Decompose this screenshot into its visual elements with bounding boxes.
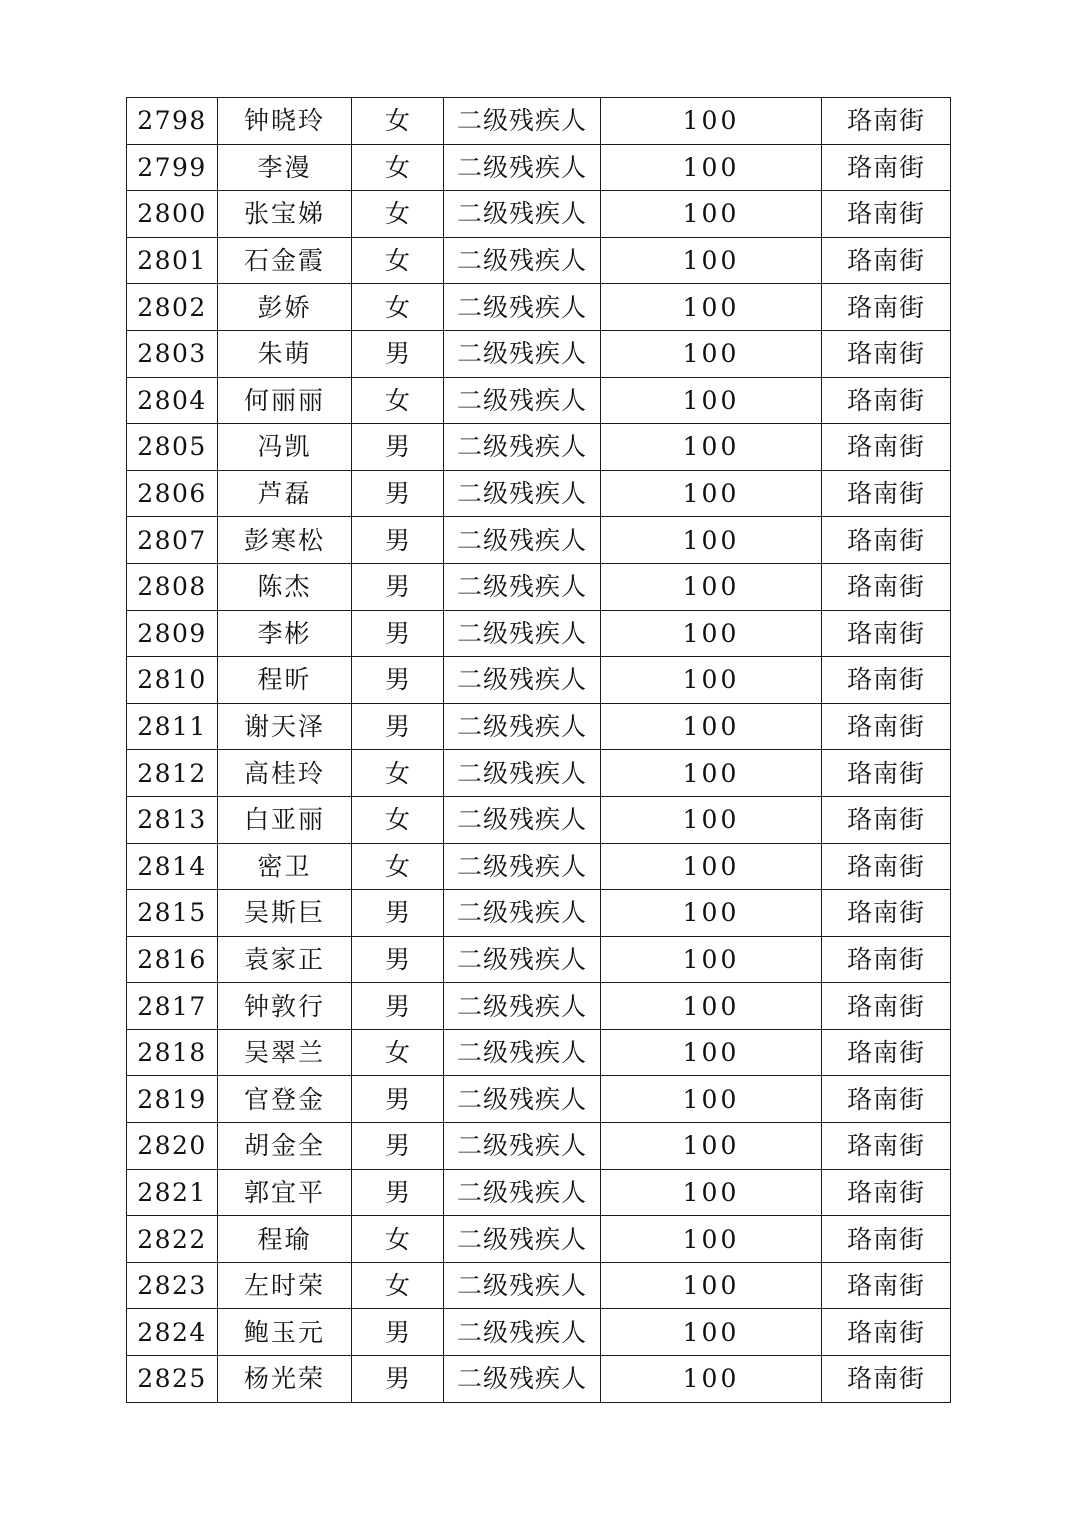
table-row: [127, 377, 951, 424]
cell-gender: 女: [352, 1029, 444, 1076]
cell-disability-level: 二级残疾人: [444, 1262, 601, 1309]
cell-street: 珞南街: [822, 377, 951, 424]
cell-gender: 男: [352, 936, 444, 983]
table-row: [127, 98, 951, 145]
table-row: [127, 237, 951, 284]
table-row: [127, 1216, 951, 1263]
cell-disability-level: 二级残疾人: [444, 470, 601, 517]
cell-street: 珞南街: [822, 98, 951, 145]
cell-gender: 女: [352, 237, 444, 284]
cell-person-name: 郭宜平: [218, 1169, 352, 1216]
table-row: [127, 284, 951, 331]
cell-gender: 男: [352, 1309, 444, 1356]
cell-person-name: 程瑜: [218, 1216, 352, 1263]
cell-disability-level: 二级残疾人: [444, 750, 601, 797]
cell-street: 珞南街: [822, 144, 951, 191]
cell-person-name: 白亚丽: [218, 796, 352, 843]
cell-disability-level: 二级残疾人: [444, 983, 601, 1030]
cell-gender: 女: [352, 1216, 444, 1263]
cell-street: 珞南街: [822, 517, 951, 564]
table-row: [127, 750, 951, 797]
cell-serial-number: 2810: [127, 657, 218, 704]
cell-serial-number: 2814: [127, 843, 218, 890]
cell-person-name: 何丽丽: [218, 377, 352, 424]
cell-disability-level: 二级残疾人: [444, 796, 601, 843]
cell-person-name: 密卫: [218, 843, 352, 890]
cell-disability-level: 二级残疾人: [444, 843, 601, 890]
cell-gender: 男: [352, 890, 444, 937]
table-row: [127, 517, 951, 564]
cell-person-name: 程昕: [218, 657, 352, 704]
cell-amount: 100: [601, 330, 822, 377]
cell-disability-level: 二级残疾人: [444, 610, 601, 657]
cell-person-name: 彭寒松: [218, 517, 352, 564]
cell-amount: 100: [601, 144, 822, 191]
cell-serial-number: 2815: [127, 890, 218, 937]
cell-gender: 男: [352, 330, 444, 377]
cell-street: 珞南街: [822, 1262, 951, 1309]
cell-person-name: 李彬: [218, 610, 352, 657]
cell-street: 珞南街: [822, 1169, 951, 1216]
cell-street: 珞南街: [822, 1356, 951, 1403]
cell-amount: 100: [601, 1076, 822, 1123]
cell-street: 珞南街: [822, 424, 951, 471]
table-row: [127, 563, 951, 610]
cell-street: 珞南街: [822, 284, 951, 331]
cell-serial-number: 2817: [127, 983, 218, 1030]
cell-disability-level: 二级残疾人: [444, 936, 601, 983]
cell-street: 珞南街: [822, 983, 951, 1030]
cell-person-name: 左时荣: [218, 1262, 352, 1309]
cell-serial-number: 2812: [127, 750, 218, 797]
cell-amount: 100: [601, 563, 822, 610]
table-row: [127, 843, 951, 890]
cell-serial-number: 2825: [127, 1356, 218, 1403]
cell-serial-number: 2800: [127, 191, 218, 238]
cell-serial-number: 2813: [127, 796, 218, 843]
table-row: [127, 1262, 951, 1309]
cell-person-name: 李漫: [218, 144, 352, 191]
cell-amount: 100: [601, 750, 822, 797]
cell-gender: 男: [352, 1076, 444, 1123]
cell-disability-level: 二级残疾人: [444, 1309, 601, 1356]
cell-gender: 女: [352, 377, 444, 424]
cell-disability-level: 二级残疾人: [444, 563, 601, 610]
cell-person-name: 彭娇: [218, 284, 352, 331]
cell-serial-number: 2808: [127, 563, 218, 610]
cell-gender: 男: [352, 424, 444, 471]
cell-person-name: 官登金: [218, 1076, 352, 1123]
table-row: [127, 983, 951, 1030]
table-row: [127, 610, 951, 657]
cell-street: 珞南街: [822, 1309, 951, 1356]
table-row: [127, 424, 951, 471]
cell-street: 珞南街: [822, 1076, 951, 1123]
cell-disability-level: 二级残疾人: [444, 890, 601, 937]
cell-serial-number: 2803: [127, 330, 218, 377]
cell-disability-level: 二级残疾人: [444, 1356, 601, 1403]
cell-gender: 女: [352, 843, 444, 890]
cell-disability-level: 二级残疾人: [444, 1169, 601, 1216]
cell-street: 珞南街: [822, 750, 951, 797]
cell-gender: 女: [352, 750, 444, 797]
cell-street: 珞南街: [822, 610, 951, 657]
cell-amount: 100: [601, 610, 822, 657]
cell-street: 珞南街: [822, 936, 951, 983]
table-row: [127, 144, 951, 191]
cell-amount: 100: [601, 657, 822, 704]
table-row: [127, 1076, 951, 1123]
cell-serial-number: 2801: [127, 237, 218, 284]
table-row: [127, 1309, 951, 1356]
cell-serial-number: 2798: [127, 98, 218, 145]
cell-serial-number: 2799: [127, 144, 218, 191]
cell-street: 珞南街: [822, 796, 951, 843]
cell-serial-number: 2816: [127, 936, 218, 983]
cell-gender: 女: [352, 191, 444, 238]
table-row: [127, 1169, 951, 1216]
cell-street: 珞南街: [822, 703, 951, 750]
table-row: [127, 936, 951, 983]
cell-serial-number: 2824: [127, 1309, 218, 1356]
cell-gender: 女: [352, 98, 444, 145]
cell-street: 珞南街: [822, 191, 951, 238]
cell-street: 珞南街: [822, 843, 951, 890]
cell-person-name: 高桂玲: [218, 750, 352, 797]
cell-amount: 100: [601, 796, 822, 843]
cell-gender: 男: [352, 1169, 444, 1216]
cell-person-name: 胡金全: [218, 1123, 352, 1170]
cell-amount: 100: [601, 1262, 822, 1309]
cell-disability-level: 二级残疾人: [444, 1216, 601, 1263]
cell-amount: 100: [601, 98, 822, 145]
cell-gender: 男: [352, 1356, 444, 1403]
cell-amount: 100: [601, 936, 822, 983]
cell-person-name: 吴斯巨: [218, 890, 352, 937]
table-row: [127, 191, 951, 238]
cell-disability-level: 二级残疾人: [444, 377, 601, 424]
cell-disability-level: 二级残疾人: [444, 1076, 601, 1123]
cell-amount: 100: [601, 1169, 822, 1216]
table-row: [127, 890, 951, 937]
cell-amount: 100: [601, 1309, 822, 1356]
cell-amount: 100: [601, 1216, 822, 1263]
cell-person-name: 吴翠兰: [218, 1029, 352, 1076]
cell-serial-number: 2805: [127, 424, 218, 471]
cell-serial-number: 2823: [127, 1262, 218, 1309]
cell-disability-level: 二级残疾人: [444, 517, 601, 564]
cell-person-name: 鲍玉元: [218, 1309, 352, 1356]
cell-amount: 100: [601, 470, 822, 517]
cell-gender: 男: [352, 703, 444, 750]
cell-amount: 100: [601, 191, 822, 238]
cell-person-name: 石金霞: [218, 237, 352, 284]
cell-person-name: 杨光荣: [218, 1356, 352, 1403]
cell-disability-level: 二级残疾人: [444, 98, 601, 145]
cell-serial-number: 2822: [127, 1216, 218, 1263]
cell-amount: 100: [601, 237, 822, 284]
cell-gender: 女: [352, 1262, 444, 1309]
cell-gender: 女: [352, 284, 444, 331]
cell-gender: 男: [352, 517, 444, 564]
cell-amount: 100: [601, 1029, 822, 1076]
table-row: [127, 1356, 951, 1403]
cell-gender: 男: [352, 657, 444, 704]
cell-street: 珞南街: [822, 1123, 951, 1170]
cell-amount: 100: [601, 1356, 822, 1403]
cell-serial-number: 2809: [127, 610, 218, 657]
cell-disability-level: 二级残疾人: [444, 1123, 601, 1170]
cell-street: 珞南街: [822, 657, 951, 704]
cell-person-name: 陈杰: [218, 563, 352, 610]
cell-serial-number: 2818: [127, 1029, 218, 1076]
cell-person-name: 冯凯: [218, 424, 352, 471]
cell-amount: 100: [601, 843, 822, 890]
roster-table-body: [127, 98, 951, 1403]
cell-amount: 100: [601, 983, 822, 1030]
cell-person-name: 朱萌: [218, 330, 352, 377]
cell-amount: 100: [601, 703, 822, 750]
cell-person-name: 袁家正: [218, 936, 352, 983]
cell-serial-number: 2821: [127, 1169, 218, 1216]
cell-serial-number: 2802: [127, 284, 218, 331]
cell-person-name: 芦磊: [218, 470, 352, 517]
table-row: [127, 657, 951, 704]
cell-gender: 女: [352, 144, 444, 191]
cell-gender: 男: [352, 563, 444, 610]
cell-disability-level: 二级残疾人: [444, 657, 601, 704]
table-row: [127, 1029, 951, 1076]
cell-disability-level: 二级残疾人: [444, 144, 601, 191]
cell-amount: 100: [601, 377, 822, 424]
cell-street: 珞南街: [822, 470, 951, 517]
cell-street: 珞南街: [822, 1216, 951, 1263]
table-row: [127, 470, 951, 517]
cell-street: 珞南街: [822, 1029, 951, 1076]
cell-serial-number: 2820: [127, 1123, 218, 1170]
cell-disability-level: 二级残疾人: [444, 1029, 601, 1076]
cell-street: 珞南街: [822, 563, 951, 610]
cell-gender: 男: [352, 610, 444, 657]
cell-street: 珞南街: [822, 890, 951, 937]
cell-disability-level: 二级残疾人: [444, 424, 601, 471]
cell-amount: 100: [601, 517, 822, 564]
cell-street: 珞南街: [822, 237, 951, 284]
table-row: [127, 703, 951, 750]
cell-amount: 100: [601, 424, 822, 471]
cell-disability-level: 二级残疾人: [444, 191, 601, 238]
cell-gender: 男: [352, 983, 444, 1030]
cell-serial-number: 2819: [127, 1076, 218, 1123]
cell-amount: 100: [601, 284, 822, 331]
cell-serial-number: 2806: [127, 470, 218, 517]
cell-person-name: 谢天泽: [218, 703, 352, 750]
roster-table: [126, 97, 951, 1403]
cell-disability-level: 二级残疾人: [444, 284, 601, 331]
cell-gender: 男: [352, 1123, 444, 1170]
cell-serial-number: 2804: [127, 377, 218, 424]
cell-person-name: 钟晓玲: [218, 98, 352, 145]
cell-serial-number: 2807: [127, 517, 218, 564]
cell-serial-number: 2811: [127, 703, 218, 750]
table-row: [127, 1123, 951, 1170]
cell-person-name: 钟敦行: [218, 983, 352, 1030]
table-row: [127, 330, 951, 377]
cell-gender: 男: [352, 470, 444, 517]
cell-disability-level: 二级残疾人: [444, 237, 601, 284]
cell-street: 珞南街: [822, 330, 951, 377]
cell-amount: 100: [601, 890, 822, 937]
cell-amount: 100: [601, 1123, 822, 1170]
cell-disability-level: 二级残疾人: [444, 703, 601, 750]
cell-person-name: 张宝娣: [218, 191, 352, 238]
cell-disability-level: 二级残疾人: [444, 330, 601, 377]
cell-gender: 女: [352, 796, 444, 843]
table-row: [127, 796, 951, 843]
